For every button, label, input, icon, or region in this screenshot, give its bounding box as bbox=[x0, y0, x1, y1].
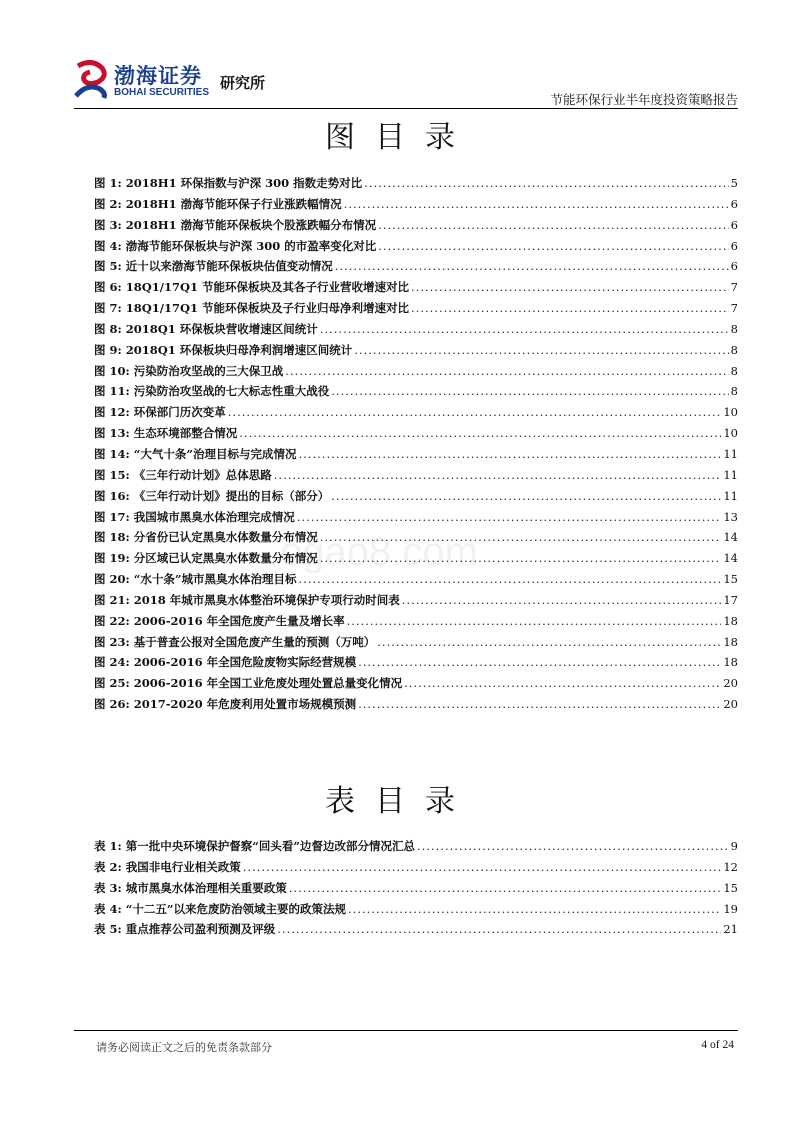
figure-list bbox=[94, 173, 738, 715]
figure-entry[interactable] bbox=[94, 465, 738, 486]
figure-entry-page: 6 bbox=[730, 259, 738, 274]
figure-entry-label: 图 20: bbox=[94, 572, 130, 587]
dot-leader bbox=[297, 507, 722, 528]
figure-entry-page: 20 bbox=[723, 697, 738, 712]
figure-entry-title: 2018H1 环保指数与沪深 300 指数走势对比 bbox=[125, 176, 363, 190]
figure-entry[interactable] bbox=[94, 256, 738, 277]
dot-leader bbox=[348, 899, 721, 920]
figure-entry-label: 图 13: bbox=[94, 426, 130, 441]
dot-leader bbox=[344, 194, 729, 215]
figure-entry-page: 18 bbox=[723, 613, 738, 628]
dot-leader bbox=[331, 486, 721, 507]
table-entry-label: 表 5: bbox=[94, 922, 122, 937]
figure-entry-label: 图 8: bbox=[94, 321, 122, 336]
figure-entry[interactable] bbox=[94, 423, 738, 444]
dot-leader bbox=[320, 319, 729, 340]
dot-leader bbox=[335, 256, 729, 277]
table-entry-label: 表 3: bbox=[94, 880, 122, 895]
figure-entry-title: 污染防治攻坚战的七大标志性重大战役 bbox=[133, 384, 330, 399]
dot-leader bbox=[347, 611, 722, 632]
brand-subtitle: 研究所 bbox=[220, 74, 266, 92]
figure-entry-label: 图 14: bbox=[94, 446, 130, 461]
figure-entry-title: 2018Q1 环保板块营收增速区间统计 bbox=[125, 321, 318, 336]
figure-entry-label: 图 4: bbox=[94, 238, 122, 253]
figure-entry-title: 2006-2016 年全国危险废物实际经营规模 bbox=[133, 655, 357, 670]
figure-entry-title: 2018Q1 环保板块归母净利润增速区间统计 bbox=[125, 342, 353, 357]
figure-list-title: 图目录 bbox=[325, 120, 475, 155]
figure-entry-title: 18Q1/17Q1 节能环保板块及其各子行业营收增速对比 bbox=[125, 280, 410, 295]
table-entry-title: 重点推荐公司盈利预测及评级 bbox=[125, 922, 276, 937]
figure-entry-title: 2006-2016 年全国危废产生量及增长率 bbox=[133, 613, 345, 628]
header-rule bbox=[74, 108, 738, 109]
table-entry-page: 21 bbox=[723, 922, 738, 937]
figure-entry[interactable] bbox=[94, 486, 738, 507]
figure-entry[interactable] bbox=[94, 298, 738, 319]
dot-leader bbox=[354, 340, 728, 361]
dot-leader bbox=[377, 632, 721, 653]
dot-leader bbox=[358, 652, 721, 673]
figure-entry-title: 2018H1 渤海节能环保子行业涨跌幅情况 bbox=[125, 196, 342, 211]
figure-entry[interactable] bbox=[94, 673, 738, 694]
figure-entry-page: 18 bbox=[723, 634, 738, 649]
dot-leader bbox=[289, 878, 722, 899]
table-entry-label: 表 1: bbox=[94, 839, 122, 853]
figure-entry-title: 2017-2020 年危废利用处置市场规模预测 bbox=[133, 697, 357, 712]
figure-entry[interactable] bbox=[94, 590, 738, 611]
dot-leader bbox=[299, 444, 722, 465]
figure-entry[interactable] bbox=[94, 402, 738, 423]
figure-entry-label: 图 15: bbox=[94, 467, 130, 482]
figure-entry-label: 图 9: bbox=[94, 342, 122, 357]
table-list-title: 表目录 bbox=[325, 784, 475, 819]
figure-entry-title: 渤海节能环保板块与沪深 300 的市盈率变化对比 bbox=[125, 238, 377, 253]
figure-entry[interactable] bbox=[94, 632, 738, 653]
table-entry[interactable] bbox=[94, 836, 738, 857]
figure-entry-page: 8 bbox=[730, 363, 738, 378]
figure-entry[interactable] bbox=[94, 277, 738, 298]
figure-entry-label: 图 10: bbox=[94, 363, 130, 378]
dot-leader bbox=[358, 694, 721, 715]
dot-leader bbox=[404, 673, 721, 694]
figure-entry-title: 近十以来渤海节能环保板块估值变动情况 bbox=[125, 259, 333, 274]
figure-entry-title: 环保部门历次变革 bbox=[133, 405, 226, 420]
figure-entry-label: 图 7: bbox=[94, 301, 122, 316]
dot-leader bbox=[331, 381, 728, 402]
table-entry[interactable] bbox=[94, 878, 738, 899]
dot-leader bbox=[228, 402, 722, 423]
dot-leader bbox=[320, 527, 722, 548]
figure-entry-page: 20 bbox=[723, 676, 738, 691]
figure-entry-label: 图 17: bbox=[94, 509, 130, 524]
figure-entry[interactable] bbox=[94, 215, 738, 236]
figure-entry-label: 图 24: bbox=[94, 655, 130, 670]
brand-name-en: BOHAI SECURITIES bbox=[114, 87, 210, 98]
figure-entry-label: 图 16: bbox=[94, 488, 130, 503]
figure-entry[interactable] bbox=[94, 507, 738, 528]
figure-entry-page: 13 bbox=[723, 509, 738, 524]
table-entry-page: 19 bbox=[723, 901, 738, 916]
figure-entry-title: 《三年行动计划》总体思路 bbox=[133, 467, 272, 482]
figure-entry-label: 图 23: bbox=[94, 634, 130, 649]
figure-entry-page: 7 bbox=[730, 280, 738, 295]
footer-disclaimer: 请务必阅读正文之后的免责条款部分 bbox=[96, 1041, 272, 1054]
figure-entry-label: 图 26: bbox=[94, 697, 130, 712]
figure-entry-page: 15 bbox=[723, 572, 738, 587]
figure-entry-label: 图 25: bbox=[94, 676, 130, 691]
figure-entry-title: 污染防治攻坚战的三大保卫战 bbox=[133, 363, 284, 378]
figure-entry-page: 11 bbox=[723, 488, 738, 503]
figure-entry[interactable] bbox=[94, 652, 738, 673]
figure-entry[interactable] bbox=[94, 569, 738, 590]
dot-leader bbox=[277, 919, 721, 940]
page-number: 4 of 24 bbox=[701, 1039, 734, 1051]
figure-entry-label: 图 21: bbox=[94, 592, 130, 607]
figure-entry-title: “大气十条”治理目标与完成情况 bbox=[133, 446, 297, 461]
figure-entry[interactable] bbox=[94, 381, 738, 402]
figure-entry-label: 图 5: bbox=[94, 259, 122, 274]
table-entry-title: “十二五”以来危废防治领域主要的政策法规 bbox=[125, 901, 347, 916]
figure-entry[interactable] bbox=[94, 173, 738, 194]
table-entry-page: 9 bbox=[730, 839, 738, 853]
dot-leader bbox=[417, 836, 729, 857]
figure-entry-page: 10 bbox=[723, 426, 738, 441]
dot-leader bbox=[285, 361, 728, 382]
table-entry-title: 第一批中央环境保护督察“回头看”边督边改部分情况汇总 bbox=[125, 839, 416, 853]
figure-entry-page: 10 bbox=[723, 405, 738, 420]
page-header bbox=[74, 56, 746, 108]
figure-entry[interactable] bbox=[94, 340, 738, 361]
figure-entry-title: 分区域已认定黑臭水体数量分布情况 bbox=[133, 551, 318, 566]
figure-entry-page: 6 bbox=[730, 238, 738, 253]
figure-entry-label: 图 1: bbox=[94, 176, 122, 190]
figure-entry-page: 6 bbox=[730, 217, 738, 232]
figure-entry-page: 5 bbox=[730, 176, 738, 190]
table-entry[interactable] bbox=[94, 899, 738, 920]
figure-entry-page: 8 bbox=[730, 384, 738, 399]
figure-entry[interactable] bbox=[94, 361, 738, 382]
table-entry[interactable] bbox=[94, 857, 738, 878]
figure-entry-title: 分省份已认定黑臭水体数量分布情况 bbox=[133, 530, 318, 545]
dot-leader bbox=[378, 215, 729, 236]
figure-entry-page: 14 bbox=[723, 530, 738, 545]
figure-entry-title: 2018H1 渤海节能环保板块个股涨跌幅分布情况 bbox=[125, 217, 377, 232]
figure-entry-label: 图 11: bbox=[94, 384, 130, 399]
figure-entry[interactable] bbox=[94, 694, 738, 715]
figure-entry-label: 图 3: bbox=[94, 217, 122, 232]
figure-entry-label: 图 22: bbox=[94, 613, 130, 628]
figure-entry[interactable] bbox=[94, 194, 738, 215]
figure-entry[interactable] bbox=[94, 444, 738, 465]
figure-entry-title: “水十条”城市黑臭水体治理目标 bbox=[133, 572, 297, 587]
figure-entry-label: 图 18: bbox=[94, 530, 130, 545]
table-entry[interactable] bbox=[94, 919, 738, 940]
figure-entry-title: 18Q1/17Q1 节能环保板块及子行业归母净利增速对比 bbox=[125, 301, 410, 316]
figure-entry-page: 11 bbox=[723, 446, 738, 461]
figure-entry-page: 6 bbox=[730, 196, 738, 211]
report-title: 节能环保行业半年度投资策略报告 bbox=[550, 92, 738, 107]
figure-entry-label: 图 12: bbox=[94, 405, 130, 420]
dot-leader bbox=[243, 857, 722, 878]
figure-entry-title: 我国城市黑臭水体治理完成情况 bbox=[133, 509, 295, 524]
dot-leader bbox=[320, 548, 722, 569]
dot-leader bbox=[402, 590, 722, 611]
table-entry-title: 城市黑臭水体治理相关重要政策 bbox=[125, 880, 287, 895]
figure-entry-title: 2006-2016 年全国工业危废处理处置总量变化情况 bbox=[133, 676, 403, 691]
dot-leader bbox=[274, 465, 722, 486]
dot-leader bbox=[364, 173, 729, 194]
figure-entry-label: 图 19: bbox=[94, 551, 130, 566]
figure-entry-label: 图 2: bbox=[94, 196, 122, 211]
figure-entry-page: 14 bbox=[723, 551, 738, 566]
dot-leader bbox=[239, 423, 721, 444]
figure-entry-page: 7 bbox=[730, 301, 738, 316]
dot-leader bbox=[411, 277, 729, 298]
table-list bbox=[94, 836, 738, 940]
figure-entry-title: 基于普查公报对全国危废产生量的预测（万吨） bbox=[133, 634, 376, 649]
table-entry-title: 我国非电行业相关政策 bbox=[125, 859, 241, 874]
brand-name-cn: 渤海证券 bbox=[114, 64, 202, 88]
figure-entry-page: 17 bbox=[723, 592, 738, 607]
figure-entry[interactable] bbox=[94, 548, 738, 569]
figure-entry[interactable] bbox=[94, 319, 738, 340]
figure-entry-page: 18 bbox=[723, 655, 738, 670]
table-entry-page: 12 bbox=[723, 859, 738, 874]
table-entry-page: 15 bbox=[723, 880, 738, 895]
figure-entry-page: 11 bbox=[723, 467, 738, 482]
watermark: ogao8.com bbox=[280, 530, 478, 574]
table-entry-label: 表 4: bbox=[94, 901, 122, 916]
figure-entry-title: 《三年行动计划》提出的目标（部分） bbox=[133, 488, 330, 503]
figure-entry[interactable] bbox=[94, 611, 738, 632]
bohai-logo-icon bbox=[74, 60, 108, 100]
dot-leader bbox=[299, 569, 722, 590]
table-entry-label: 表 2: bbox=[94, 859, 122, 874]
figure-entry-title: 2018 年城市黑臭水体整治环境保护专项行动时间表 bbox=[133, 592, 400, 607]
figure-entry-page: 8 bbox=[730, 342, 738, 357]
figure-entry-title: 生态环境部整合情况 bbox=[133, 426, 238, 441]
dot-leader bbox=[378, 236, 728, 257]
figure-entry-page: 8 bbox=[730, 321, 738, 336]
figure-entry[interactable] bbox=[94, 527, 738, 548]
figure-entry-label: 图 6: bbox=[94, 280, 122, 295]
footer-rule bbox=[74, 1030, 738, 1031]
dot-leader bbox=[411, 298, 729, 319]
figure-entry[interactable] bbox=[94, 236, 738, 257]
